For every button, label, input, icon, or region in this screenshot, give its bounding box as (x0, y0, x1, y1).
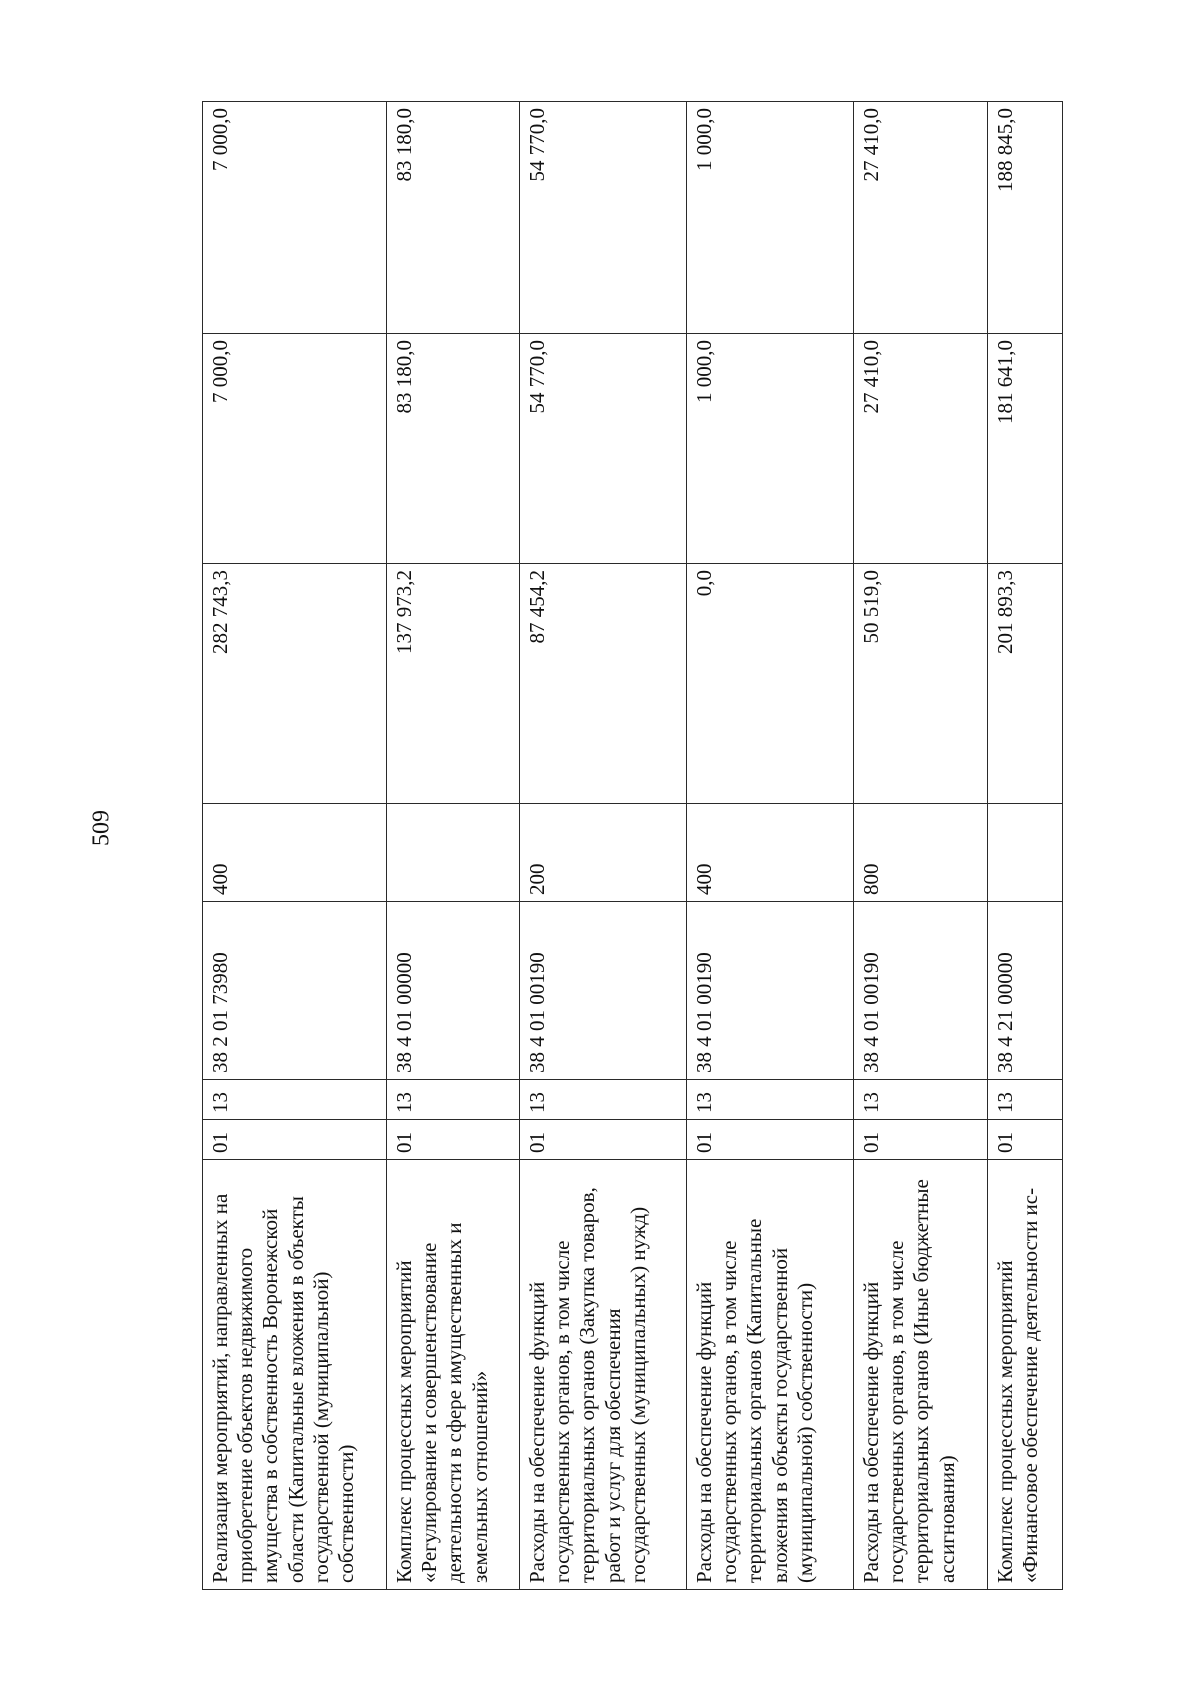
row-amount-3: 188 845,0 (988, 102, 1063, 334)
row-amount-1: 87 454,2 (520, 564, 687, 804)
row-expense-type (387, 804, 520, 902)
row-expense-type (988, 804, 1063, 902)
row-amount-1: 201 893,3 (988, 564, 1063, 804)
row-subsection-code: 13 (203, 1080, 387, 1120)
row-amount-3: 1 000,0 (687, 102, 854, 334)
row-name: Расходы на обеспечение функций государственных органов, в том числе территориальных органов (Закупка товаров, работ и услуг для обеспечения государственных (муниципальных) нужд) (520, 1160, 687, 1590)
row-target-article: 38 4 01 00190 (687, 902, 854, 1080)
table-row (687, 102, 854, 1590)
table-row (854, 102, 988, 1590)
row-subsection-code: 13 (520, 1080, 687, 1120)
rotated-table-container (202, 102, 1062, 1590)
row-subsection-code: 13 (687, 1080, 854, 1120)
row-section-code: 01 (203, 1120, 387, 1160)
row-name: Комплекс процессных мероприятий «Финансовое обеспечение деятельности ис- (988, 1160, 1063, 1590)
row-amount-2: 54 770,0 (520, 334, 687, 564)
row-amount-2: 181 641,0 (988, 334, 1063, 564)
table-row (203, 102, 387, 1590)
table-row (387, 102, 520, 1590)
row-amount-1: 0,0 (687, 564, 854, 804)
row-expense-type: 400 (687, 804, 854, 902)
row-amount-1: 50 519,0 (854, 564, 988, 804)
row-expense-type: 200 (520, 804, 687, 902)
row-section-code: 01 (687, 1120, 854, 1160)
row-name: Расходы на обеспечение функций государственных органов, в том числе территориальных органов (Капитальные вложения в объекты государственной (муниципальной) собственности) (687, 1160, 854, 1590)
row-expense-type: 800 (854, 804, 988, 902)
row-amount-2: 1 000,0 (687, 334, 854, 564)
row-section-code: 01 (520, 1120, 687, 1160)
budget-table (202, 101, 1063, 1590)
row-section-code: 01 (387, 1120, 520, 1160)
row-subsection-code: 13 (854, 1080, 988, 1120)
row-amount-3: 7 000,0 (203, 102, 387, 334)
row-expense-type: 400 (203, 804, 387, 902)
table-row (988, 102, 1063, 1590)
row-section-code: 01 (854, 1120, 988, 1160)
row-target-article: 38 4 21 00000 (988, 902, 1063, 1080)
row-subsection-code: 13 (387, 1080, 520, 1120)
row-amount-1: 282 743,3 (203, 564, 387, 804)
row-name: Комплекс процессных мероприятий «Регулирование и совершенствование деятельности в сфере имущественных и земельных отношений» (387, 1160, 520, 1590)
row-target-article: 38 4 01 00000 (387, 902, 520, 1080)
row-amount-3: 27 410,0 (854, 102, 988, 334)
page-number: 509 (88, 810, 115, 846)
row-target-article: 38 4 01 00190 (854, 902, 988, 1080)
row-amount-2: 27 410,0 (854, 334, 988, 564)
table-row (520, 102, 687, 1590)
row-amount-3: 83 180,0 (387, 102, 520, 334)
row-amount-3: 54 770,0 (520, 102, 687, 334)
row-section-code: 01 (988, 1120, 1063, 1160)
row-target-article: 38 4 01 00190 (520, 902, 687, 1080)
row-name: Расходы на обеспечение функций государственных органов, в том числе территориальных органов (Иные бюджетные ассигнования) (854, 1160, 988, 1590)
row-name: Реализация мероприятий, направленных на приобретение объектов недвижимого имущества в собственность Воронежской области (Капитальные вложения в объекты государственной (муниципальной) собственности) (203, 1160, 387, 1590)
row-amount-2: 7 000,0 (203, 334, 387, 564)
row-amount-2: 83 180,0 (387, 334, 520, 564)
row-subsection-code: 13 (988, 1080, 1063, 1120)
row-target-article: 38 2 01 73980 (203, 902, 387, 1080)
row-amount-1: 137 973,2 (387, 564, 520, 804)
table-wrapper (202, 102, 1062, 1590)
